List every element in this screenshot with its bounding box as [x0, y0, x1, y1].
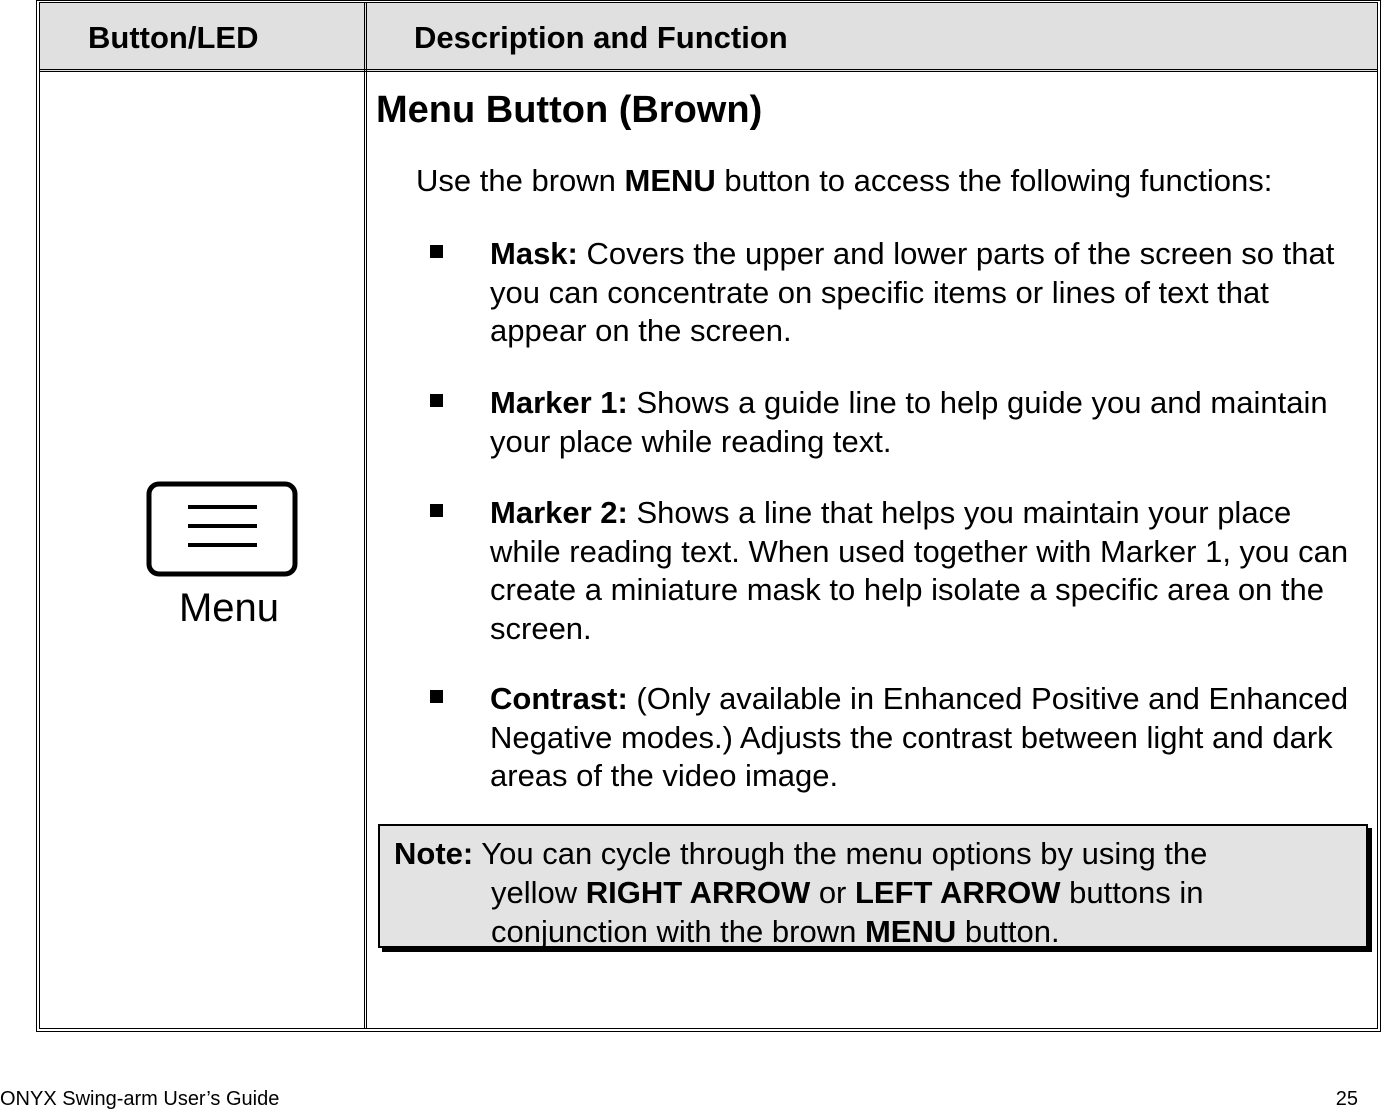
table-header-row	[40, 3, 1377, 72]
column-divider	[364, 3, 367, 1028]
intro-text: Use the brown MENU button to access the following functions:	[416, 163, 1273, 198]
column-header-button-led: Button/LED	[88, 20, 259, 55]
bullet-square-icon	[430, 245, 443, 258]
menu-icon-label: Menu	[178, 586, 280, 630]
table-inner-border: Button/LED Description and Function Menu Menu Button (Brown) Use the brown MENU button to access the following functions: Mask: Covers the upper and lower parts of the screen so that you can concentrate on specific items or lines of text that appear on the screen. Marker 1: Shows a guide line to help guide you and maintain your place while reading text. Marker 2: Shows a line that helps you maintain your place while reading text. When used together with Marker 1, you can create a miniature mask to help isolate a specific area on the screen. Contrast: (Only available in Enhanced Positive and Enhanced Negative modes.) Adjusts the contrast between light and dark areas of the video image. Note: You can cycle through the menu options by using the yellow RIGHT ARROW or LEFT ARROW buttons in conjunction with the brown MENU button.	[39, 2, 1378, 1029]
bullet-square-icon	[430, 690, 443, 703]
function-table	[36, 0, 1381, 1032]
footer-guide-title: ONYX Swing-arm User’s Guide	[0, 1088, 280, 1110]
section-title: Menu Button (Brown)	[376, 89, 763, 131]
menu-icon	[146, 481, 301, 631]
note-box	[378, 824, 1368, 948]
column-header-description: Description and Function	[414, 20, 788, 55]
bullet-square-icon	[430, 504, 443, 517]
note-text: Note: You can cycle through the menu options by using the yellow RIGHT ARROW or LEFT ARROW buttons in conjunction with the brown MENU button.	[394, 836, 1208, 949]
page-number: 25	[1335, 1088, 1358, 1110]
bullet-square-icon	[430, 394, 443, 407]
